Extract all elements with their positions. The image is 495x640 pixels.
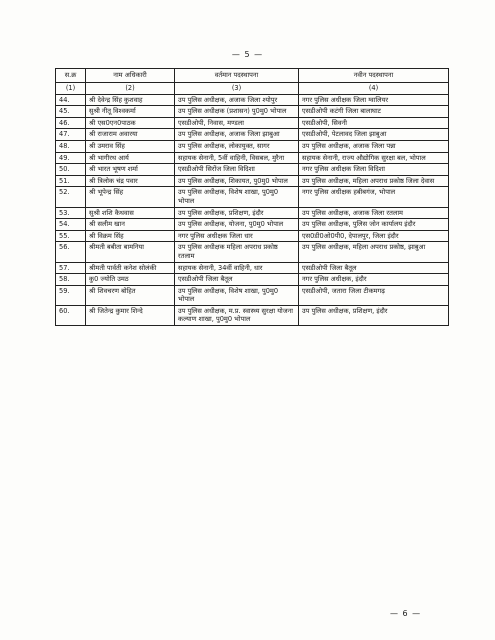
officer-name-cell: श्री शिवचरण बोहित — [86, 285, 175, 305]
current-posting-cell: सहायक सेनानी, 34वीं वाहिनी, धार — [175, 262, 299, 274]
current-posting-cell: उप पुलिस अधीक्षक, विशेष शाखा, पु0मु0 भोपाल — [175, 285, 299, 305]
officer-name-cell: श्री उमराव सिंह — [86, 140, 175, 152]
new-posting-cell: एसडीओपी जिला बैतूल — [299, 262, 449, 274]
new-posting-cell: एसडीओपी, जतारा जिला टीकमगढ़ — [299, 285, 449, 305]
new-posting-cell: उप पुलिस अधीक्षक, महिला अपराध प्रकोष्ठ, झाबुआ — [299, 242, 449, 262]
serial-number-cell: 54. — [56, 219, 86, 231]
table-row — [56, 207, 449, 219]
column-number: (2) — [86, 83, 175, 95]
serial-number-cell: 44. — [56, 94, 86, 106]
page-number-top: — 5 — — [231, 50, 264, 59]
current-posting-cell: उप पुलिस अधीक्षक, अजाक जिला श्योपुर — [175, 94, 299, 106]
serial-number-cell: 55. — [56, 230, 86, 242]
header-serial: स.क्र — [56, 69, 86, 83]
serial-number-cell: 51. — [56, 175, 86, 187]
officer-name-cell: श्रीमती बबीता बामनिया — [86, 242, 175, 262]
officer-name-cell: श्री विक्रम सिंह — [86, 230, 175, 242]
current-posting-cell: सहायक सेनानी, 5वीं वाहिनी, विसबल, मुरैना — [175, 152, 299, 164]
serial-number-cell: 59. — [56, 285, 86, 305]
transfer-table — [55, 68, 449, 326]
new-posting-cell: उप पुलिस अधीक्षक, महिला अपराध प्रकोष्ठ जिला देवास — [299, 175, 449, 187]
table-row — [56, 230, 449, 242]
current-posting-cell: उप पुलिस अधीक्षक, अजाक जिला झाबुआ — [175, 129, 299, 141]
table-row — [56, 175, 449, 187]
serial-number-cell: 47. — [56, 129, 86, 141]
serial-number-cell: 56. — [56, 242, 86, 262]
serial-number-cell: 45. — [56, 106, 86, 118]
officer-name-cell: श्री एस0एन0पाठक — [86, 117, 175, 129]
officer-name-cell: श्री भारत भूषण शर्मा — [86, 164, 175, 176]
officer-name-cell: श्री देवेन्द्र सिंह कुशवाह — [86, 94, 175, 106]
serial-number-cell: 57. — [56, 262, 86, 274]
officer-name-cell: श्री राजाराम अवारया — [86, 129, 175, 141]
new-posting-cell: नगर पुलिस अधीक्षक जिला विदिशा — [299, 164, 449, 176]
table-row — [56, 152, 449, 164]
page-number-bottom: — 6 — — [390, 609, 422, 618]
serial-number-cell: 58. — [56, 274, 86, 286]
column-number: (1) — [56, 83, 86, 95]
new-posting-cell: उप पुलिस अधीक्षक, प्रशिक्षण, इंदौर — [299, 305, 449, 325]
table-row — [56, 140, 449, 152]
current-posting-cell: उप पुलिस अधीक्षक, म.प्र. स्वास्थ्य सुरक्षा योजना कल्याण शाखा, पु0मु0 भोपाल — [175, 305, 299, 325]
new-posting-cell: नगर पुलिस अधीक्षक हबीबगंज, भोपाल — [299, 187, 449, 207]
table-row — [56, 274, 449, 286]
table-row — [56, 94, 449, 106]
new-posting-cell: सहायक सेनानी, राज्य औद्योगिक सुरक्षा बल, भोपाल — [299, 152, 449, 164]
table-row — [56, 219, 449, 231]
current-posting-cell: उप पुलिस अधीक्षक, योजना, पु0मु0 भोपाल — [175, 219, 299, 231]
header-new-posting: नवीन पदस्थापना — [299, 69, 449, 83]
serial-number-cell: 50. — [56, 164, 86, 176]
new-posting-cell: नगर पुलिस अधीक्षक, इंदौर — [299, 274, 449, 286]
current-posting-cell: उप पुलिस अधीक्षक महिला अपराध प्रकोष्ठ रतलाम — [175, 242, 299, 262]
column-number-row — [56, 83, 449, 95]
new-posting-cell: नगर पुलिस अधीक्षक जिला ग्वालियर — [299, 94, 449, 106]
current-posting-cell: एसडीओपी, निवास, मण्डला — [175, 117, 299, 129]
serial-number-cell: 60. — [56, 305, 86, 325]
officer-name-cell: श्री भूपेन्द्र सिंह — [86, 187, 175, 207]
officer-name-cell: श्रीमती पार्वती कनेश सोलंकी — [86, 262, 175, 274]
officer-name-cell: श्री जितेन्द्र कुमार शिन्दे — [86, 305, 175, 325]
officer-name-cell: सुश्री नीतू विश्वकर्मा — [86, 106, 175, 118]
serial-number-cell: 49. — [56, 152, 86, 164]
current-posting-cell: उप पुलिस अधीक्षक, लोकायुक्त, सागर — [175, 140, 299, 152]
column-number: (3) — [175, 83, 299, 95]
current-posting-cell: उप पुलिस अधीक्षक (प्रशासन) पु0मु0 भोपाल — [175, 106, 299, 118]
new-posting-cell: उप पुलिस अधीक्षक, पुलिस जोन कार्यालय इंदौर — [299, 219, 449, 231]
new-posting-cell: उप पुलिस अधीक्षक, अजाक जिला पन्ना — [299, 140, 449, 152]
table-row — [56, 242, 449, 262]
new-posting-cell: एसडीओपी, सिवनी — [299, 117, 449, 129]
table-row — [56, 262, 449, 274]
current-posting-cell: उप पुलिस अधीक्षक, शिकायत, पु0मु0 भोपाल — [175, 175, 299, 187]
current-posting-cell: उप पुलिस अधीक्षक, प्रशिक्षण, इंदौर — [175, 207, 299, 219]
table-row — [56, 106, 449, 118]
current-posting-cell: एसडीओपी जिला बैतूल — [175, 274, 299, 286]
officer-name-cell: कु0 ज्योति उमठ — [86, 274, 175, 286]
officer-name-cell: श्री भागीरथ आर्य — [86, 152, 175, 164]
column-number: (4) — [299, 83, 449, 95]
table-row — [56, 164, 449, 176]
header-current-posting: वर्तमान पदस्थापना — [175, 69, 299, 83]
table-row — [56, 285, 449, 305]
table-row — [56, 187, 449, 207]
new-posting-cell: एस0डी0ओ0पी0, देपालपुर, जिला इंदौर — [299, 230, 449, 242]
officer-name-cell: सुश्री शशि कैथवास — [86, 207, 175, 219]
new-posting-cell: एसडीओपी, पेटलावद जिला झाबुआ — [299, 129, 449, 141]
current-posting-cell: एसडीओपी सिरोंज जिला विदिशा — [175, 164, 299, 176]
table-row — [56, 117, 449, 129]
officer-name-cell: श्री त्रिलोक चंद्र पवार — [86, 175, 175, 187]
current-posting-cell: नगर पुलिस अधीक्षक जिला धार — [175, 230, 299, 242]
officer-name-cell: श्री सलीम खान — [86, 219, 175, 231]
table-row — [56, 305, 449, 325]
new-posting-cell: उप पुलिस अधीक्षक, अजाक जिला रतलाम — [299, 207, 449, 219]
header-officer-name: नाम अधिकारी — [86, 69, 175, 83]
serial-number-cell: 46. — [56, 117, 86, 129]
serial-number-cell: 53. — [56, 207, 86, 219]
serial-number-cell: 48. — [56, 140, 86, 152]
table-row — [56, 129, 449, 141]
serial-number-cell: 52. — [56, 187, 86, 207]
header-row — [56, 69, 449, 83]
new-posting-cell: एसडीओपी कटंगी जिला बालाघाट — [299, 106, 449, 118]
current-posting-cell: उप पुलिस अधीक्षक, विशेष शाखा, पु0मु0 भोपाल — [175, 187, 299, 207]
